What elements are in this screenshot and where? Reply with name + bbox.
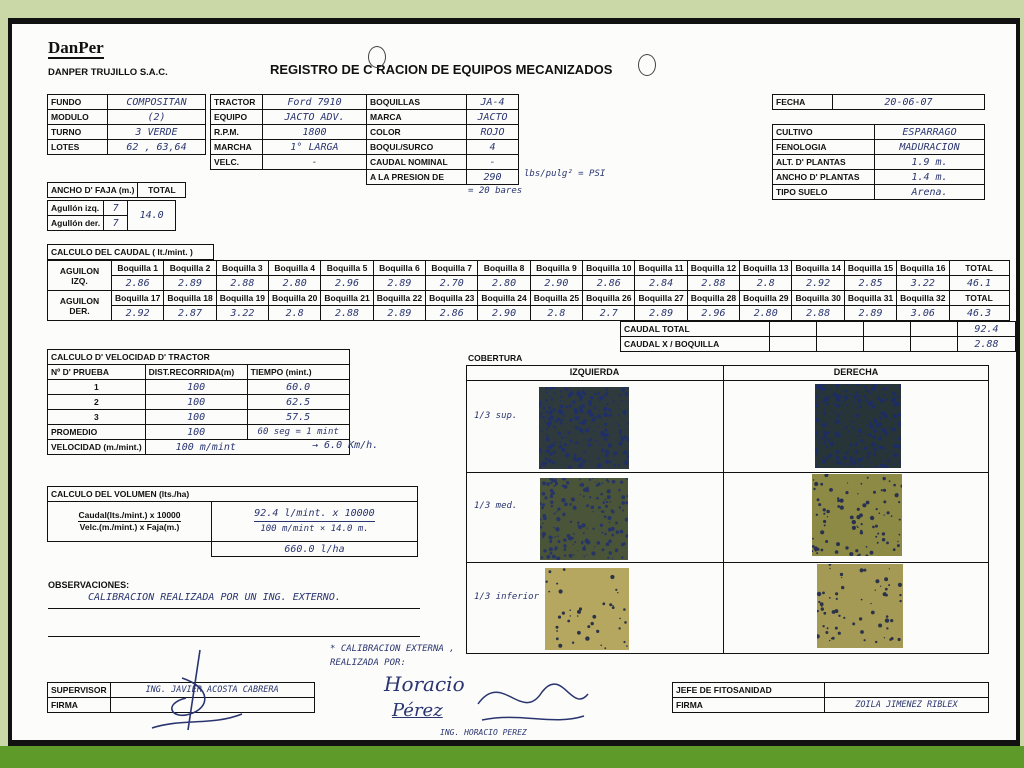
tractor-info-table bbox=[210, 94, 367, 170]
grid-line bbox=[466, 562, 989, 563]
boquilla-head: Boquilla 14 bbox=[792, 261, 844, 276]
ancho-plantas-value: 1.4 m. bbox=[875, 170, 985, 185]
water-sensitive-card bbox=[812, 474, 902, 556]
observaciones-label: OBSERVACIONES: bbox=[48, 580, 130, 590]
boquilla-head: Boquilla 26 bbox=[583, 291, 635, 306]
boquilla-head: Boquilla 8 bbox=[478, 261, 530, 276]
der-total-value: 46.3 bbox=[949, 306, 1009, 321]
formula-denominator: Velc.(m./mint.) x Faja(m.) bbox=[79, 522, 180, 532]
fundo-value: COMPOSITAN bbox=[108, 95, 206, 110]
caudal-x-boquilla-label: CAUDAL X / BOQUILLA bbox=[621, 337, 770, 352]
boquillas-value: JA-4 bbox=[467, 95, 519, 110]
footnote: * CALIBRACION EXTERNA , REALIZADA POR: bbox=[330, 644, 455, 668]
nozzle-info-table bbox=[366, 94, 519, 185]
velocidad-title: CALCULO D' VELOCIDAD D' TRACTOR bbox=[48, 350, 350, 365]
prueba-num: 3 bbox=[48, 410, 146, 425]
volumen-result: 660.0 l/ha bbox=[212, 542, 418, 557]
boquilla-head: Boquilla 18 bbox=[164, 291, 216, 306]
promedio-tiempo: 60 seg = 1 mint bbox=[247, 425, 349, 440]
velocidad-value: 100 m/mint bbox=[145, 440, 349, 455]
boquilla-head: Boquilla 12 bbox=[687, 261, 739, 276]
boquilla-value: 2.86 bbox=[426, 306, 478, 321]
caudal-title-table bbox=[47, 244, 214, 260]
calibration-form bbox=[12, 24, 1016, 740]
droplet-pattern bbox=[817, 564, 903, 648]
volumen-title: CALCULO DEL VOLUMEN (lts./ha) bbox=[48, 487, 418, 502]
aguilon-izq-label: AGUILON IZQ. bbox=[48, 261, 112, 291]
color-value: ROJO bbox=[467, 125, 519, 140]
boquilla-head: Boquilla 29 bbox=[740, 291, 792, 306]
marca-label: MARCA bbox=[367, 110, 467, 125]
cobertura-title: COBERTURA bbox=[468, 353, 523, 363]
horacio-signature-flourish bbox=[472, 664, 592, 734]
prueba-num: 1 bbox=[48, 380, 146, 395]
observaciones-text: CALIBRACION REALIZADA POR UN ING. EXTERNO. bbox=[88, 592, 341, 603]
modulo-label: MODULO bbox=[48, 110, 108, 125]
boquilla-head: Boquilla 15 bbox=[844, 261, 896, 276]
boquilla-value: 2.89 bbox=[373, 306, 425, 321]
boquilla-value: 3.06 bbox=[897, 306, 949, 321]
boquilla-value: 2.86 bbox=[112, 276, 164, 291]
velocidad-label: VELOCIDAD (m./mint.) bbox=[48, 440, 146, 455]
boquilla-head: Boquilla 21 bbox=[321, 291, 373, 306]
pressure-bar-note: = 20 bares bbox=[468, 186, 523, 196]
boquilla-head: Boquilla 32 bbox=[897, 291, 949, 306]
jefe-firma-label: FIRMA bbox=[673, 698, 825, 713]
tiempo-head: TIEMPO (mint.) bbox=[247, 365, 349, 380]
boquilla-value: 2.89 bbox=[635, 306, 687, 321]
total-head: TOTAL bbox=[949, 261, 1009, 276]
observaciones-line-1 bbox=[48, 608, 420, 609]
boquilla-head: Boquilla 27 bbox=[635, 291, 687, 306]
presion-value: 290 bbox=[467, 170, 519, 185]
boquilla-value: 2.96 bbox=[321, 276, 373, 291]
distancia-value: 100 bbox=[145, 380, 247, 395]
punch-hole-left bbox=[368, 46, 386, 68]
velc-value: - bbox=[263, 155, 367, 170]
rpm-value: 1800 bbox=[263, 125, 367, 140]
ancho-plantas-label: ANCHO D' PLANTAS bbox=[773, 170, 875, 185]
supervisor-firma-label: FIRMA bbox=[48, 698, 111, 713]
cobertura-derecha-head: DERECHA bbox=[833, 367, 879, 377]
boquilla-head: Boquilla 22 bbox=[373, 291, 425, 306]
boquilla-head: Boquilla 25 bbox=[530, 291, 582, 306]
marcha-value: 1° LARGA bbox=[263, 140, 367, 155]
agullon-der-label: Agullón der. bbox=[48, 216, 104, 231]
tercio-superior-label: 1/3 sup. bbox=[474, 411, 518, 421]
prueba-num: 2 bbox=[48, 395, 146, 410]
jefe-value: ZOILA JIMENEZ RIBLEX bbox=[825, 698, 989, 713]
top-band bbox=[0, 0, 1024, 18]
crop-info-table bbox=[772, 124, 985, 200]
velc-label: VELC. bbox=[211, 155, 263, 170]
equipo-label: EQUIPO bbox=[211, 110, 263, 125]
boquilla-head: Boquilla 9 bbox=[530, 261, 582, 276]
cultivo-label: CULTIVO bbox=[773, 125, 875, 140]
tiempo-value: 62.5 bbox=[247, 395, 349, 410]
pressure-unit-note: lbs/pulg² = PSI bbox=[524, 169, 606, 179]
supervisor-signature bbox=[142, 648, 252, 740]
boquilla-value: 2.89 bbox=[844, 306, 896, 321]
caudal-nominal-label: CAUDAL NOMINAL bbox=[367, 155, 467, 170]
cultivo-value: ESPARRAGO bbox=[875, 125, 985, 140]
droplet-pattern bbox=[545, 568, 629, 650]
boquilla-value: 2.86 bbox=[583, 276, 635, 291]
alt-plantas-label: ALT. D' PLANTAS bbox=[773, 155, 875, 170]
boquilla-value: 2.90 bbox=[478, 306, 530, 321]
boquillas-label: BOQUILLAS bbox=[367, 95, 467, 110]
lotes-value: 62 , 63,64 bbox=[108, 140, 206, 155]
boquilla-value: 2.80 bbox=[740, 306, 792, 321]
boquilla-head: Boquilla 13 bbox=[740, 261, 792, 276]
droplet-pattern bbox=[815, 384, 901, 468]
turno-label: TURNO bbox=[48, 125, 108, 140]
cobertura-izquierda-head: IZQUIERDA bbox=[569, 367, 620, 377]
tercio-inferior-label: 1/3 inferior bbox=[474, 592, 540, 602]
horacio-signature-surname: Pérez bbox=[392, 700, 443, 721]
boquilla-head: Boquilla 28 bbox=[687, 291, 739, 306]
caudal-title: CALCULO DEL CAUDAL ( lt./mint. ) bbox=[48, 245, 214, 260]
volumen-calc bbox=[212, 502, 418, 542]
boquilla-value: 2.8 bbox=[269, 306, 321, 321]
boquilla-value: 2.96 bbox=[687, 306, 739, 321]
tercio-medio-label: 1/3 med. bbox=[474, 501, 518, 511]
boquilla-value: 2.88 bbox=[687, 276, 739, 291]
horacio-caption: ING. HORACIO PEREZ bbox=[440, 728, 527, 737]
boquilla-head: Boquilla 20 bbox=[269, 291, 321, 306]
supervisor-value: ING. JAVIER ACOSTA CABRERA bbox=[110, 683, 314, 698]
boquilla-head: Boquilla 3 bbox=[216, 261, 268, 276]
boquilla-head: Boquilla 2 bbox=[164, 261, 216, 276]
boquilla-value: 2.92 bbox=[792, 276, 844, 291]
farm-info-table bbox=[47, 94, 206, 155]
modulo-value: (2) bbox=[108, 110, 206, 125]
boquilla-head: Boquilla 30 bbox=[792, 291, 844, 306]
jefe-table bbox=[672, 682, 989, 713]
supervisor-label: SUPERVISOR bbox=[48, 683, 111, 698]
punch-hole-right bbox=[638, 54, 656, 76]
calc-numerator: 92.4 l/mint. x 10000 bbox=[254, 507, 374, 522]
caudal-nominal-value: - bbox=[467, 155, 519, 170]
tractor-value: Ford 7910 bbox=[263, 95, 367, 110]
water-sensitive-card bbox=[545, 568, 629, 650]
boqui-surco-label: BOQUI./SURCO bbox=[367, 140, 467, 155]
boquilla-value: 2.89 bbox=[373, 276, 425, 291]
caudal-total-value: 92.4 bbox=[957, 322, 1015, 337]
tipo-suelo-label: TIPO SUELO bbox=[773, 185, 875, 200]
horacio-signature-name: Horacio bbox=[384, 672, 465, 696]
boquilla-value: 2.8 bbox=[530, 306, 582, 321]
water-sensitive-card bbox=[539, 387, 629, 469]
boquilla-value: 2.88 bbox=[216, 276, 268, 291]
distancia-value: 100 bbox=[145, 410, 247, 425]
total-head: TOTAL bbox=[949, 291, 1009, 306]
boquilla-head: Boquilla 11 bbox=[635, 261, 687, 276]
boquilla-value: 2.85 bbox=[844, 276, 896, 291]
grid-line bbox=[466, 380, 989, 381]
boquilla-head: Boquilla 17 bbox=[112, 291, 164, 306]
company-name: DANPER TRUJILLO S.A.C. bbox=[48, 67, 168, 78]
caudal-total-label: CAUDAL TOTAL bbox=[621, 322, 770, 337]
alt-plantas-value: 1.9 m. bbox=[875, 155, 985, 170]
fecha-label: FECHA bbox=[773, 95, 833, 110]
marcha-label: MARCHA bbox=[211, 140, 263, 155]
grid-line bbox=[723, 365, 724, 654]
boquilla-head: Boquilla 10 bbox=[583, 261, 635, 276]
boquilla-head: Boquilla 31 bbox=[844, 291, 896, 306]
caudal-totals-table bbox=[620, 321, 1016, 352]
droplet-pattern bbox=[540, 478, 628, 560]
boquilla-head: Boquilla 4 bbox=[269, 261, 321, 276]
boquilla-head: Boquilla 7 bbox=[426, 261, 478, 276]
agullon-izq-value: 7 bbox=[104, 201, 128, 216]
boquilla-head: Boquilla 16 bbox=[897, 261, 949, 276]
agullon-izq-label: Agullón izq. bbox=[48, 201, 104, 216]
boquilla-head: Boquilla 1 bbox=[112, 261, 164, 276]
water-sensitive-card bbox=[815, 384, 901, 468]
boquilla-value: 2.92 bbox=[112, 306, 164, 321]
tractor-label: TRACTOR bbox=[211, 95, 263, 110]
boquilla-value: 2.70 bbox=[426, 276, 478, 291]
droplet-pattern bbox=[539, 387, 629, 469]
boquilla-value: 3.22 bbox=[216, 306, 268, 321]
boquilla-head: Boquilla 19 bbox=[216, 291, 268, 306]
marca-value: JACTO bbox=[467, 110, 519, 125]
turno-value: 3 VERDE bbox=[108, 125, 206, 140]
water-sensitive-card bbox=[817, 564, 903, 648]
agullon-der-value: 7 bbox=[104, 216, 128, 231]
promedio-label: PROMEDIO bbox=[48, 425, 146, 440]
aguilon-der-label: AGUILON DER. bbox=[48, 291, 112, 321]
tipo-suelo-value: Arena. bbox=[875, 185, 985, 200]
fenologia-label: FENOLOGIA bbox=[773, 140, 875, 155]
bottom-band bbox=[0, 746, 1024, 768]
grid-line bbox=[466, 472, 989, 473]
formula-numerator: Caudal(lts./mint.) x 10000 bbox=[78, 510, 181, 520]
distancia-head: DIST.RECORRIDA(m) bbox=[145, 365, 247, 380]
water-sensitive-card bbox=[540, 478, 628, 560]
volumen-table bbox=[47, 486, 418, 557]
boquilla-value: 2.87 bbox=[164, 306, 216, 321]
ancho-total-value: 14.0 bbox=[128, 201, 176, 231]
ancho-total-label: TOTAL bbox=[138, 183, 186, 198]
boquilla-value: 2.88 bbox=[321, 306, 373, 321]
fecha-value: 20-06-07 bbox=[833, 95, 985, 110]
boquilla-value: 2.80 bbox=[478, 276, 530, 291]
form-title: REGISTRO DE C RACION DE EQUIPOS MECANIZADOS bbox=[270, 62, 613, 77]
equipo-value: JACTO ADV. bbox=[263, 110, 367, 125]
color-label: COLOR bbox=[367, 125, 467, 140]
prueba-head: Nº D' PRUEBA bbox=[48, 365, 146, 380]
droplet-pattern bbox=[812, 474, 902, 556]
jefe-fitosanidad-label: JEFE DE FITOSANIDAD bbox=[673, 683, 825, 698]
tiempo-value: 57.5 bbox=[247, 410, 349, 425]
rpm-label: R.P.M. bbox=[211, 125, 263, 140]
volumen-formula bbox=[48, 502, 212, 542]
lotes-label: LOTES bbox=[48, 140, 108, 155]
boquilla-value: 2.7 bbox=[583, 306, 635, 321]
caudal-table bbox=[47, 260, 1010, 321]
distancia-value: 100 bbox=[145, 395, 247, 410]
boquilla-value: 2.88 bbox=[792, 306, 844, 321]
boquilla-head: Boquilla 6 bbox=[373, 261, 425, 276]
velocidad-table bbox=[47, 349, 350, 455]
boquilla-head: Boquilla 23 bbox=[426, 291, 478, 306]
boquilla-value: 2.89 bbox=[164, 276, 216, 291]
presion-label: A LA PRESION DE bbox=[367, 170, 467, 185]
boquilla-value: 2.80 bbox=[269, 276, 321, 291]
observaciones-line-2 bbox=[48, 636, 420, 637]
boquilla-value: 3.22 bbox=[897, 276, 949, 291]
tiempo-value: 60.0 bbox=[247, 380, 349, 395]
boquilla-value: 2.90 bbox=[530, 276, 582, 291]
promedio-distancia: 100 bbox=[145, 425, 247, 440]
fundo-label: FUNDO bbox=[48, 95, 108, 110]
fecha-table bbox=[772, 94, 985, 110]
calc-denominator: 100 m/mint × 14.0 m. bbox=[260, 524, 369, 534]
boquilla-value: 2.8 bbox=[740, 276, 792, 291]
ancho-faja-title: ANCHO D' FAJA (m.) bbox=[48, 183, 138, 198]
ancho-faja-table bbox=[47, 182, 186, 198]
boquilla-head: Boquilla 5 bbox=[321, 261, 373, 276]
fenologia-value: MADURACION bbox=[875, 140, 985, 155]
velocidad-kmh: → 6.0 Km/h. bbox=[312, 440, 379, 451]
boqui-surco-value: 4 bbox=[467, 140, 519, 155]
caudal-x-boquilla-value: 2.88 bbox=[957, 337, 1015, 352]
izq-total-value: 46.1 bbox=[949, 276, 1009, 291]
company-logo: DanPer bbox=[48, 38, 104, 57]
boquilla-head: Boquilla 24 bbox=[478, 291, 530, 306]
ancho-faja-values bbox=[47, 200, 176, 231]
boquilla-value: 2.84 bbox=[635, 276, 687, 291]
